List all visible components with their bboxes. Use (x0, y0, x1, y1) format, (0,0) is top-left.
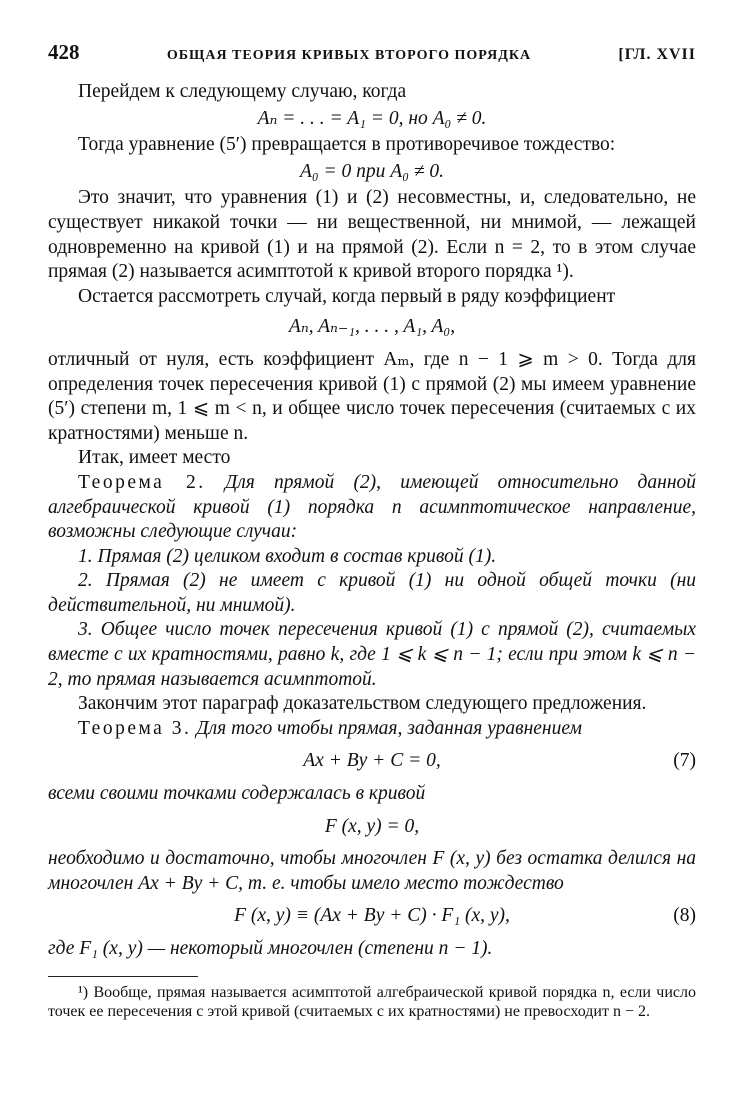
formula: F (x, y) ≡ (Ax + By + C) · F₁ (x, y), (234, 905, 510, 927)
footnote-rule (48, 976, 198, 977)
paragraph: Перейдем к следующему случаю, когда (78, 81, 407, 102)
formula: F (x, y) = 0, (324, 815, 420, 837)
paragraph: Это значит, что уравнения (1) и (2) несовместны, и, следовательно, не существует никакой точки — ни вещественной, ни мнимой, — лежащей одновременно на кривой (1) и на прямой (2). Если n = 2, то в этом случае прямая (2) называется асимптотой к кривой второго порядка ¹). (48, 187, 696, 283)
paragraph: необходимо и достаточно, чтобы многочлен F (x, y) без остатка делился на многочлен Ax + By + C, т. е. чтобы имело место тождество (48, 848, 696, 894)
theorem-text: Для прямой (2), имеющей относительно данной алгебраической кривой (1) порядка n асимптотическое направление, возможны следующие случаи: (48, 471, 696, 543)
theorem-label: Теорема 3. (78, 717, 192, 739)
formula: A₀ = 0 при A₀ ≠ 0. (299, 160, 445, 182)
paragraph: всеми своими точками содержалась в кривой (48, 783, 426, 805)
paragraph: Остается рассмотреть случай, когда первый в ряду коэффициент (78, 285, 616, 307)
paragraph: Итак, имеет место (78, 447, 231, 469)
running-header (48, 40, 696, 80)
paragraph: где F₁ (x, y) — некоторый многочлен (степени n − 1). (48, 938, 493, 959)
equation-number: (8) (673, 905, 696, 927)
equation-number: (7) (673, 750, 696, 772)
case-item: 1. Прямая (2) целиком входит в состав кривой (1). (78, 545, 497, 567)
formula: Aₙ, Aₙ₋₁, . . . , A₁, A₀, (288, 316, 456, 338)
formula: Aₙ = . . . = A₁ = 0, но A₀ ≠ 0. (257, 107, 487, 129)
case-item: 2. Прямая (2) не имеет с кривой (1) ни одной общей точки (ни действительной, ни мнимой). (48, 570, 696, 616)
theorem-text: Для того чтобы прямая, заданная уравнением (196, 717, 582, 739)
formula: Ax + By + C = 0, (303, 750, 441, 772)
equation-8 (48, 904, 696, 929)
paragraph: Тогда уравнение (5′) превращается в противоречивое тождество: (78, 134, 616, 156)
theorem-2 (48, 471, 696, 545)
paragraph: отличный от нуля, есть коэффициент Aₘ, где n − 1 ⩾ m > 0. Тогда для определения точек пересечения кривой (1) с прямой (2) мы имеем уравнение (5′) степени m, 1 ⩽ m < n, и общее число точек пересечения (считаемых с их кратностями) меньше n. (48, 348, 696, 444)
case-item: 3. Общее число точек пересечения кривой (1) с прямой (2), считаемых вместе с их кратностями, равно k, где 1 ⩽ k ⩽ n − 1; если при этом k ⩽ n − 2, то прямая называется асимптотой. (48, 619, 696, 690)
paragraph: Закончим этот параграф доказательством следующего предложения. (78, 693, 647, 715)
page-number: 428 (48, 40, 80, 64)
theorem-label: Теорема 2. (78, 471, 206, 493)
equation-7 (48, 749, 696, 774)
page (48, 40, 696, 1021)
theorem-3 (48, 717, 696, 742)
chapter-label: [ГЛ. XVII (618, 46, 696, 63)
footnote: ¹) Вообще, прямая называется асимптотой алгебраической кривой порядка n, если число точек ее пересечения с этой кривой (считаемых с их кратностями) не превосходит n − 2. (48, 983, 696, 1020)
running-title: ОБЩАЯ ТЕОРИЯ КРИВЫХ ВТОРОГО ПОРЯДКА (166, 48, 532, 63)
